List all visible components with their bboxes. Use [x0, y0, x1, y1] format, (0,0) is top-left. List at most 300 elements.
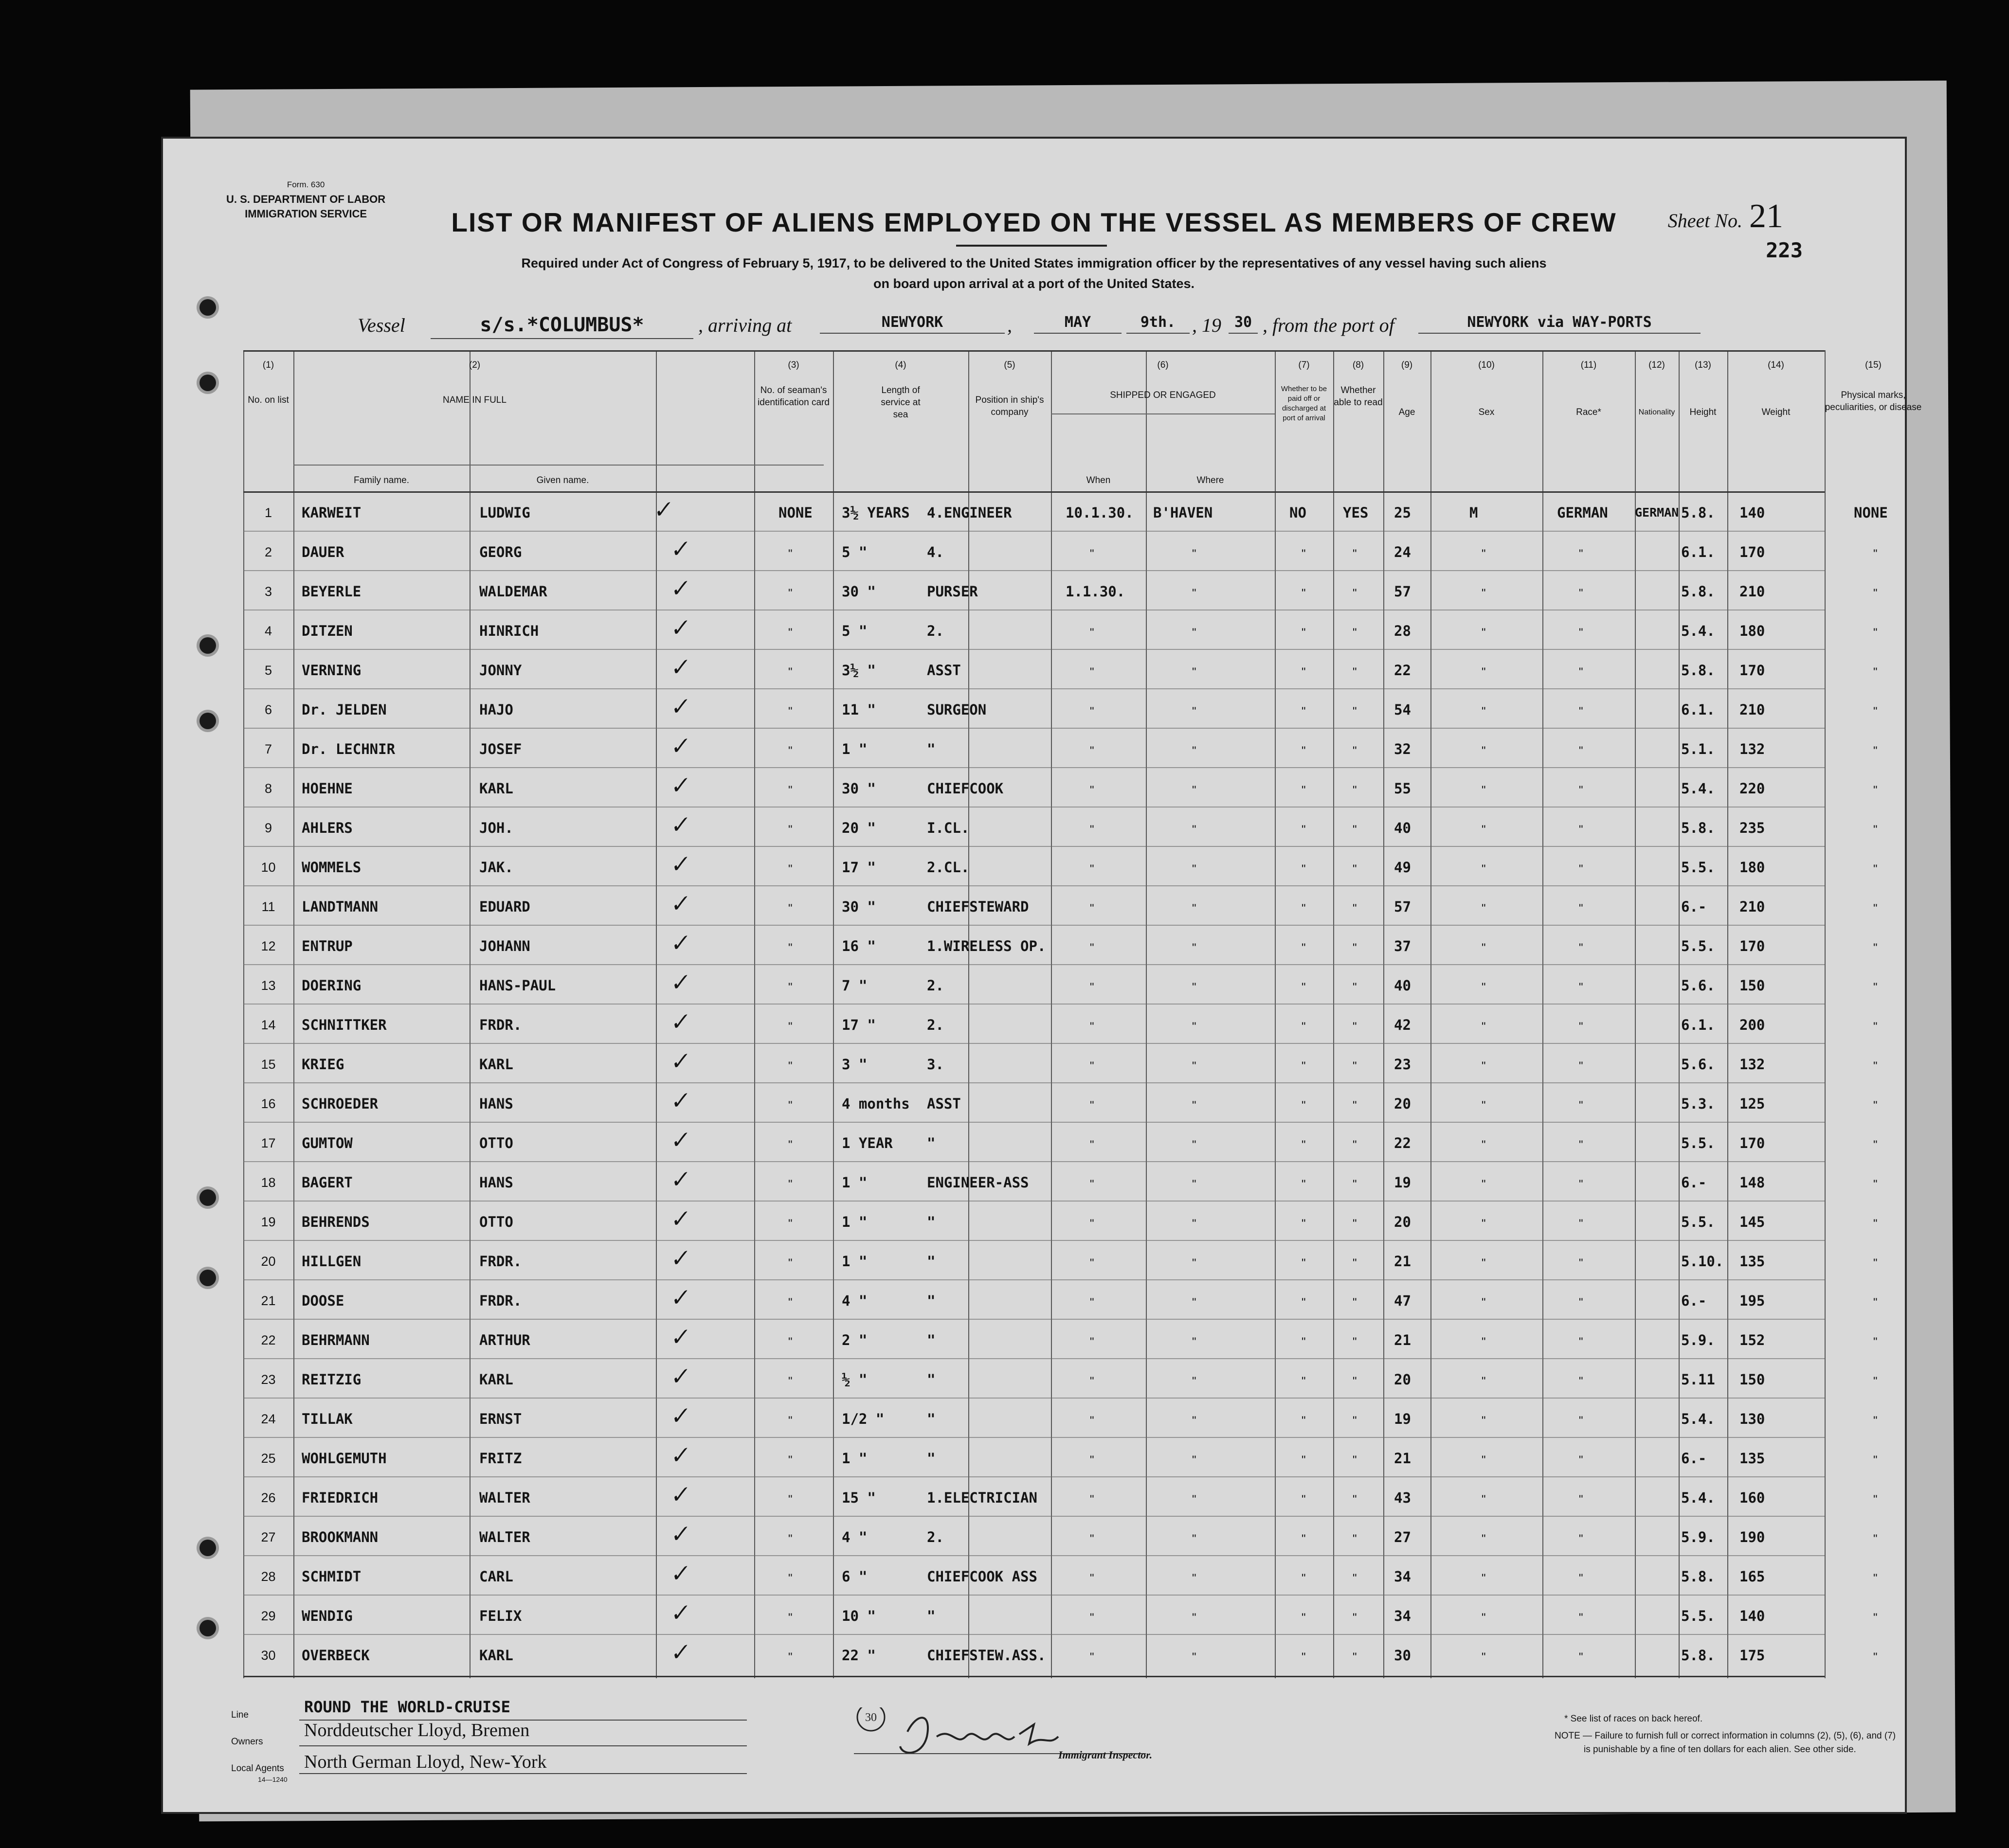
service-length: ½ " [842, 1371, 868, 1388]
weight: 160 [1739, 1489, 1765, 1506]
ditto-mark: " [1482, 547, 1486, 560]
given-name: HANS [479, 1174, 513, 1191]
ditto-mark: " [1192, 1453, 1196, 1467]
ditto-mark: " [1192, 1493, 1196, 1506]
ditto-mark: " [1090, 1375, 1094, 1388]
family-name: BEYERLE [302, 583, 362, 600]
ditto-mark: " [1192, 705, 1196, 718]
ditto-mark: " [1090, 1217, 1094, 1230]
sheet-label: Sheet No. [1667, 210, 1742, 232]
service-length: 1 " [842, 1253, 868, 1270]
given-name: CARL [479, 1568, 513, 1585]
row-number: 12 [261, 939, 276, 953]
service-length: 22 " [842, 1647, 876, 1664]
ditto-mark: " [1090, 1414, 1094, 1427]
height: 5.1. [1681, 741, 1715, 757]
weight: 135 [1739, 1253, 1765, 1270]
nationality: GERMAN [1635, 505, 1679, 520]
position: " [927, 1332, 936, 1348]
ditto-mark: " [1873, 587, 1878, 600]
ditto-mark: " [788, 862, 793, 876]
ditto-mark: " [1090, 1453, 1094, 1467]
check-mark: ✓ [670, 1440, 692, 1470]
ditto-mark: " [1302, 1020, 1306, 1033]
ditto-mark: " [1482, 1138, 1486, 1151]
arrival-port: NEWYORK [820, 314, 1005, 334]
subtitle-line-2: on board upon arrival at a port of the United States. [873, 276, 1195, 291]
ditto-mark: " [1192, 1099, 1196, 1112]
weight: 170 [1739, 544, 1765, 560]
col-num: (2) [469, 360, 481, 370]
family-name: DITZEN [302, 623, 353, 639]
ditto-mark: " [1873, 823, 1878, 836]
check-mark: ✓ [670, 692, 692, 721]
given-name: HINRICH [479, 623, 539, 639]
row-number: 24 [261, 1412, 276, 1426]
given-name: KARL [479, 780, 513, 797]
row-number: 8 [264, 781, 272, 796]
given-name: WALTER [479, 1529, 530, 1545]
ditto-mark: " [1873, 1651, 1878, 1664]
hdr-when: When [1086, 475, 1111, 485]
service-length: 15 " [842, 1489, 876, 1506]
row-number: 10 [261, 860, 276, 875]
height: 5.6. [1681, 1056, 1715, 1073]
family-name: WOMMELS [302, 859, 362, 876]
check-mark: ✓ [670, 1007, 692, 1036]
title-rule [956, 245, 1107, 247]
ditto-mark: " [1873, 626, 1878, 639]
ditto-mark: " [1482, 587, 1486, 600]
ditto-mark: " [1192, 823, 1196, 836]
weight: 180 [1739, 623, 1765, 639]
age: 43 [1394, 1489, 1411, 1506]
service-length: 5 " [842, 623, 868, 639]
service-length: 17 " [842, 859, 876, 876]
seaman-card: NONE [778, 504, 813, 521]
given-name: FRDR. [479, 1017, 522, 1033]
ditto-mark: " [1579, 941, 1583, 954]
ditto-mark: " [1302, 1138, 1306, 1151]
age: 32 [1394, 741, 1411, 757]
ditto-mark: " [1090, 981, 1094, 994]
ditto-mark: " [1090, 1611, 1094, 1624]
ditto-mark: " [1090, 941, 1094, 954]
height: 5.5. [1681, 1608, 1715, 1624]
row-number: 19 [261, 1215, 276, 1229]
sex: M [1469, 504, 1478, 521]
row-number: 27 [261, 1530, 276, 1544]
page-title: LIST OR MANIFEST OF ALIENS EMPLOYED ON THE VESSEL AS MEMBERS OF CREW [451, 207, 1617, 237]
ditto-mark: " [1192, 1296, 1196, 1309]
ditto-mark: " [1192, 1572, 1196, 1585]
age: 42 [1394, 1017, 1411, 1033]
ditto-mark: " [788, 902, 793, 915]
position: SURGEON [927, 701, 987, 718]
weight: 220 [1739, 780, 1765, 797]
height: 5.8. [1681, 1568, 1715, 1585]
ditto-mark: " [1090, 862, 1094, 876]
hdr-given: Given name. [536, 475, 589, 485]
ditto-mark: " [1192, 1217, 1196, 1230]
ditto-mark: " [1579, 1611, 1583, 1624]
ditto-mark: " [1192, 1532, 1196, 1545]
hdr-family: Family name. [353, 475, 410, 485]
ditto-mark: " [788, 823, 793, 836]
check-mark: ✓ [670, 1598, 692, 1627]
weight: 152 [1739, 1332, 1765, 1348]
family-name: HILLGEN [302, 1253, 362, 1270]
ditto-mark: " [1873, 1296, 1878, 1309]
height: 5.5. [1681, 1135, 1715, 1151]
ditto-mark: " [1579, 862, 1583, 876]
weight: 130 [1739, 1411, 1765, 1427]
ditto-mark: " [788, 981, 793, 994]
ditto-mark: " [1302, 1375, 1306, 1388]
service-length: 1 " [842, 741, 868, 757]
family-name: SCHROEDER [302, 1095, 379, 1112]
ditto-mark: " [1579, 823, 1583, 836]
ditto-mark: " [1482, 823, 1486, 836]
ditto-mark: " [1873, 1178, 1878, 1191]
ditto-mark: " [1090, 1335, 1094, 1348]
col-num: (4) [895, 360, 906, 370]
ditto-mark: " [1579, 1138, 1583, 1151]
ditto-mark: " [1579, 1493, 1583, 1506]
ditto-mark: " [1302, 902, 1306, 915]
ditto-mark: " [1353, 1178, 1357, 1191]
ditto-mark: " [1090, 1099, 1094, 1112]
age: 20 [1394, 1214, 1411, 1230]
service-length: 6 " [842, 1568, 868, 1585]
ditto-mark: " [1353, 1453, 1357, 1467]
height: 5.5. [1681, 859, 1715, 876]
weight: 170 [1739, 662, 1765, 679]
col-num: (1) [262, 360, 274, 370]
age: 28 [1394, 623, 1411, 639]
ditto-mark: " [788, 744, 793, 757]
binder-hole [199, 1270, 216, 1286]
ditto-mark: " [1090, 1493, 1094, 1506]
ditto-mark: " [1579, 626, 1583, 639]
position: CHIEFCOOK ASS [927, 1568, 1037, 1585]
ditto-mark: " [1090, 705, 1094, 718]
ditto-mark: " [788, 1256, 793, 1270]
given-name: JONNY [479, 662, 522, 679]
ditto-mark: " [1873, 665, 1878, 679]
ditto-mark: " [1302, 665, 1306, 679]
weight: 210 [1739, 701, 1765, 718]
family-name: REITZIG [302, 1371, 362, 1388]
height: 5.5. [1681, 1214, 1715, 1230]
ditto-mark: " [1873, 744, 1878, 757]
ditto-mark: " [1302, 862, 1306, 876]
hdr-paid-off: Whether to be paid off or discharged at port of arrival [1281, 385, 1327, 422]
service-length: 3 " [842, 1056, 868, 1073]
binder-hole [199, 637, 216, 654]
ditto-mark: " [1353, 1059, 1357, 1073]
ditto-mark: " [1873, 1572, 1878, 1585]
ditto-mark: " [1090, 1256, 1094, 1270]
ditto-mark: " [1579, 744, 1583, 757]
ditto-mark: " [1353, 1532, 1357, 1545]
height: 5.4. [1681, 780, 1715, 797]
height: 5.4. [1681, 1489, 1715, 1506]
given-name: JAK. [479, 859, 513, 876]
row-number: 15 [261, 1057, 276, 1072]
ditto-mark: " [1302, 1335, 1306, 1348]
ditto-mark: " [788, 1375, 793, 1388]
ditto-mark: " [1353, 902, 1357, 915]
ditto-mark: " [1873, 705, 1878, 718]
weight: 210 [1739, 898, 1765, 915]
hdr-race: Race* [1576, 407, 1601, 417]
weight: 132 [1739, 741, 1765, 757]
ditto-mark: " [1192, 744, 1196, 757]
ditto-mark: " [1090, 1138, 1094, 1151]
age: 25 [1394, 504, 1411, 521]
arrival-month: MAY [1034, 314, 1122, 334]
height: 5.8. [1681, 662, 1715, 679]
age: 57 [1394, 583, 1411, 600]
ditto-mark: " [1302, 1572, 1306, 1585]
col-num: (3) [788, 360, 799, 370]
manifest-page [163, 139, 1922, 1812]
ditto-mark: " [1353, 705, 1357, 718]
height: 6.1. [1681, 544, 1715, 560]
ditto-mark: " [1873, 1453, 1878, 1467]
ditto-mark: " [1482, 665, 1486, 679]
age: 24 [1394, 544, 1411, 560]
line-value: ROUND THE WORLD-CRUISE [304, 1698, 510, 1716]
family-name: BROOKMANN [302, 1529, 379, 1545]
row-number: 23 [261, 1372, 276, 1387]
ditto-mark: " [1302, 1059, 1306, 1073]
height: 5.10. [1681, 1253, 1724, 1270]
ditto-mark: " [1353, 1217, 1357, 1230]
row-number: 25 [261, 1451, 276, 1466]
age: 19 [1394, 1174, 1411, 1191]
age: 23 [1394, 1056, 1411, 1073]
age: 27 [1394, 1529, 1411, 1545]
ditto-mark: " [1090, 547, 1094, 560]
weight: 180 [1739, 859, 1765, 876]
row-number: 29 [261, 1609, 276, 1623]
ditto-mark: " [1579, 1453, 1583, 1467]
ditto-mark: " [1579, 1414, 1583, 1427]
ditto-mark: " [1302, 626, 1306, 639]
position: CHIEFSTEWARD [927, 898, 1029, 915]
service-length: 4 " [842, 1292, 868, 1309]
shipped-when: 1.1.30. [1066, 583, 1125, 600]
service-length: 10 " [842, 1608, 876, 1624]
check-mark: ✓ [670, 1046, 692, 1076]
given-name: OTTO [479, 1135, 513, 1151]
subtitle [163, 253, 1905, 294]
family-name: SCHMIDT [302, 1568, 362, 1585]
position: " [927, 1411, 936, 1427]
ditto-mark: " [1873, 1611, 1878, 1624]
circle-count: 30 [865, 1711, 877, 1724]
service-length: 3½ " [842, 662, 876, 679]
ditto-mark: " [1482, 784, 1486, 797]
ditto-mark: " [1192, 1059, 1196, 1073]
service-length: 4 months [842, 1095, 910, 1112]
position: 2. [927, 1017, 944, 1033]
ditto-mark: " [1353, 665, 1357, 679]
ditto-mark: " [1192, 902, 1196, 915]
ditto-mark: " [1090, 1296, 1094, 1309]
ditto-mark: " [1579, 1178, 1583, 1191]
row-number: 13 [261, 978, 276, 993]
family-name: Dr. JELDEN [302, 701, 387, 718]
ditto-mark: " [1579, 1375, 1583, 1388]
ditto-mark: " [1302, 823, 1306, 836]
ditto-mark: " [1482, 941, 1486, 954]
ditto-mark: " [788, 1453, 793, 1467]
hdr-nationality: Nationality [1638, 408, 1675, 416]
service-length: 1 " [842, 1214, 868, 1230]
ditto-mark: " [1353, 1138, 1357, 1151]
ditto-mark: " [1353, 941, 1357, 954]
service-length: 16 " [842, 938, 876, 954]
service-length: 4 " [842, 1529, 868, 1545]
row-number: 22 [261, 1333, 276, 1347]
given-name: HANS [479, 1095, 513, 1112]
ditto-mark: " [1482, 1611, 1486, 1624]
service-length: 11 " [842, 701, 876, 718]
ditto-mark: " [1579, 1020, 1583, 1033]
position: 3. [927, 1056, 944, 1073]
check-mark: ✓ [670, 928, 692, 957]
height: 5.4. [1681, 1411, 1715, 1427]
vessel-name: s/s.*COLUMBUS* [431, 314, 693, 339]
family-name: BEHRMANN [302, 1332, 370, 1348]
check-mark: ✓ [670, 1480, 692, 1509]
height: 5.5. [1681, 938, 1715, 954]
given-name: ERNST [479, 1411, 522, 1427]
ditto-mark: " [1090, 1572, 1094, 1585]
ditto-mark: " [1579, 1217, 1583, 1230]
ditto-mark: " [1302, 1453, 1306, 1467]
ditto-mark: " [1302, 744, 1306, 757]
owners-value: Norddeutscher Lloyd, Bremen [304, 1720, 530, 1740]
ditto-mark: " [1353, 981, 1357, 994]
row-number: 1 [264, 505, 272, 520]
check-mark: ✓ [670, 1362, 692, 1391]
height: 6.- [1681, 1292, 1707, 1309]
age: 47 [1394, 1292, 1411, 1309]
position: I.CL. [927, 820, 970, 836]
ditto-mark: " [788, 1099, 793, 1112]
given-name: FRDR. [479, 1253, 522, 1270]
ditto-mark: " [788, 547, 793, 560]
ditto-mark: " [1873, 1375, 1878, 1388]
row-number: 9 [264, 821, 272, 835]
ditto-mark: " [1579, 902, 1583, 915]
age: 21 [1394, 1332, 1411, 1348]
ditto-mark: " [1192, 1375, 1196, 1388]
owners-label: Owners [231, 1737, 263, 1747]
ditto-mark: " [1090, 823, 1094, 836]
service-length: 30 " [842, 898, 876, 915]
check-mark: ✓ [670, 1401, 692, 1430]
age: 40 [1394, 977, 1411, 994]
service-length: 2 " [842, 1332, 868, 1348]
ditto-mark: " [1353, 1493, 1357, 1506]
ditto-mark: " [788, 1217, 793, 1230]
check-mark: ✓ [670, 1322, 692, 1351]
age: 30 [1394, 1647, 1411, 1664]
ditto-mark: " [788, 1532, 793, 1545]
arriving-label: , arriving at [698, 314, 792, 336]
height: 5.9. [1681, 1529, 1715, 1545]
given-name: HAJO [479, 701, 513, 718]
family-name: WOHLGEMUTH [302, 1450, 387, 1467]
row-number: 30 [261, 1648, 276, 1663]
position: " [927, 1371, 936, 1388]
ditto-mark: " [1873, 784, 1878, 797]
age: 34 [1394, 1568, 1411, 1585]
check-mark: ✓ [670, 849, 692, 879]
ditto-mark: " [788, 626, 793, 639]
able-to-read: YES [1343, 504, 1369, 521]
from-port-label: , from the port of [1263, 314, 1394, 336]
race: GERMAN [1557, 504, 1608, 521]
arrival-year: 30 [1229, 314, 1258, 334]
col-num: (10) [1478, 360, 1495, 370]
height: 5.9. [1681, 1332, 1715, 1348]
weight: 145 [1739, 1214, 1765, 1230]
height: 5.8. [1681, 820, 1715, 836]
family-name: BAGERT [302, 1174, 353, 1191]
ditto-mark: " [1192, 1256, 1196, 1270]
ditto-mark: " [1482, 1572, 1486, 1585]
ditto-mark: " [788, 1493, 793, 1506]
check-mark: ✓ [670, 1165, 692, 1194]
hdr-height: Height [1689, 407, 1717, 417]
position: ASST [927, 1095, 961, 1112]
age: 19 [1394, 1411, 1411, 1427]
paid-off: NO [1289, 504, 1306, 521]
col-num: (9) [1401, 360, 1413, 370]
hdr-read: Whether able to read [1334, 385, 1383, 408]
col-num: (5) [1004, 360, 1015, 370]
ditto-mark: " [1353, 547, 1357, 560]
ditto-mark: " [1192, 626, 1196, 639]
weight: 170 [1739, 1135, 1765, 1151]
department: U. S. DEPARTMENT OF LABOR [226, 193, 386, 205]
service-length: 7 " [842, 977, 868, 994]
ditto-mark: " [1482, 1532, 1486, 1545]
ditto-mark: " [1579, 981, 1583, 994]
ditto-mark: " [1482, 902, 1486, 915]
ditto-mark: " [788, 784, 793, 797]
service-length: 1 " [842, 1174, 868, 1191]
check-mark: ✓ [670, 1204, 692, 1233]
position: " [927, 1253, 936, 1270]
given-name: JOHANN [479, 938, 530, 954]
ditto-mark: " [1482, 1453, 1486, 1467]
height: 5.11 [1681, 1371, 1715, 1388]
ditto-mark: " [1353, 784, 1357, 797]
ditto-mark: " [1192, 665, 1196, 679]
ditto-mark: " [1353, 1099, 1357, 1112]
ditto-mark: " [788, 1020, 793, 1033]
family-name: DOERING [302, 977, 362, 994]
ditto-mark: " [1353, 1572, 1357, 1585]
ditto-mark: " [1353, 1375, 1357, 1388]
